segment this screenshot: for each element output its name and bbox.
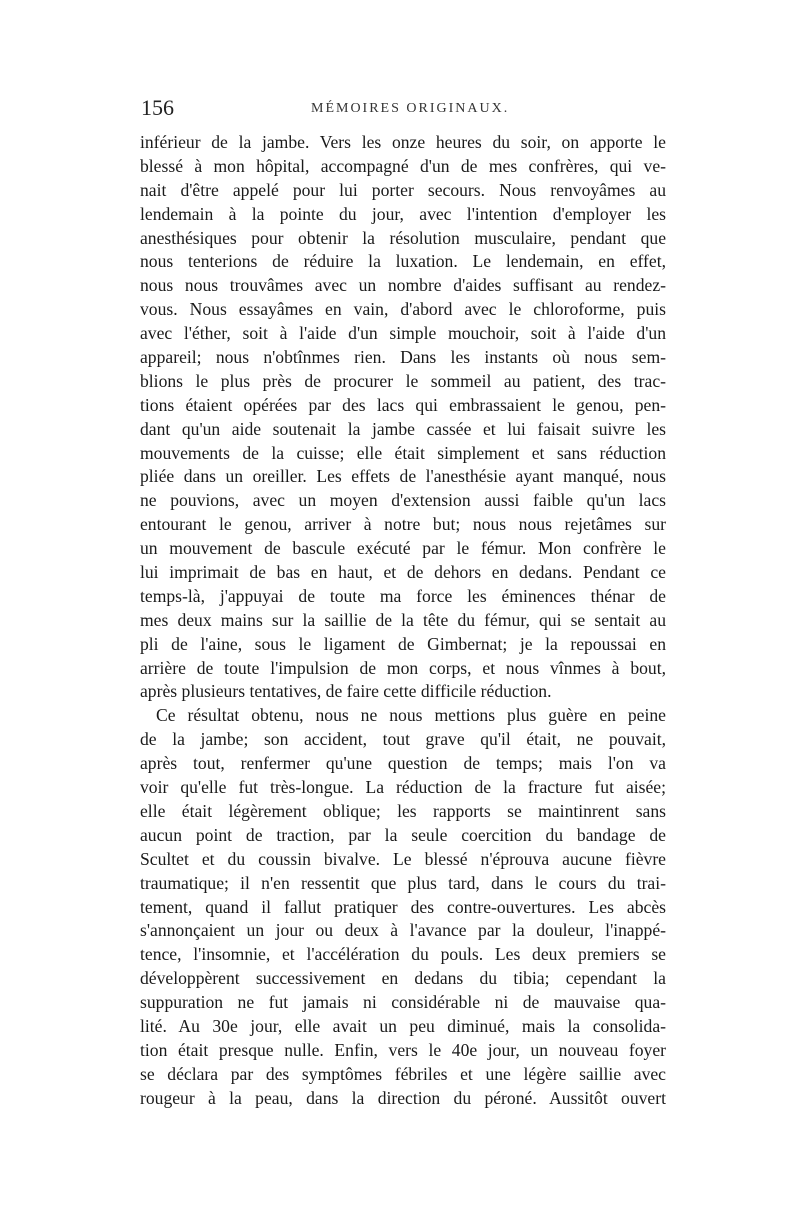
text-line: voir qu'elle fut très-longue. La réduction de la fracture fut aisée;	[140, 777, 666, 798]
text-line: inférieur de la jambe. Vers les onze heures du soir, on apporte le	[140, 132, 666, 152]
text-line: entourant le genou, arriver à notre but; nous nous rejetâmes sur	[140, 514, 666, 535]
running-title: MÉMOIRES ORIGINAUX.	[311, 101, 510, 116]
text-line: après plusieurs tentatives, de faire cette difficile réduction.	[140, 681, 552, 702]
text-line: mouvements de la cuisse; elle était simplement et sans réduction	[140, 442, 666, 463]
text-line: Scultet et du coussin bivalve. Le blessé n'éprouva aucune fièvre	[140, 848, 666, 869]
text-line: rougeur à la peau, dans la direction du péroné. Aussitôt ouvert	[140, 1087, 666, 1108]
text-line: nous nous trouvâmes avec un nombre d'aides suffisant au rendez-	[140, 275, 666, 296]
text-line: tion était presque nulle. Enfin, vers le 40e jour, un nouveau foyer	[140, 1039, 666, 1060]
text-line: ne pouvions, avec un moyen d'extension aussi faible qu'un lacs	[140, 490, 666, 511]
text-line: après tout, renfermer qu'une question de temps; mais l'on va	[140, 753, 666, 774]
text-line: lendemain à la pointe du jour, avec l'intention d'employer les	[140, 203, 666, 224]
text-line: elle était légèrement oblique; les rapports se maintinrent sans	[140, 800, 666, 821]
body-text	[140, 131, 666, 1111]
text-line: tions étaient opérées par des lacs qui embrassaient le genou, pen-	[140, 394, 666, 415]
text-line: lui imprimait de bas en haut, et de dehors en dedans. Pendant ce	[140, 562, 666, 583]
text-line: développèrent successivement en dedans du tibia; cependant la	[140, 968, 666, 989]
text-line: aucun point de traction, par la seule coercition du bandage de	[140, 824, 666, 845]
text-line: nait d'être appelé pour lui porter secours. Nous renvoyâmes au	[140, 179, 666, 200]
text-line: avec l'éther, soit à l'aide d'un simple mouchoir, soit à l'aide d'un	[140, 323, 666, 344]
text-line: pli de l'aine, sous le ligament de Gimbernat; je la repoussai en	[140, 633, 666, 654]
text-line: tence, l'insomnie, et l'accélération du pouls. Les deux premiers se	[140, 944, 666, 965]
text-line: de la jambe; son accident, tout grave qu'il était, ne pouvait,	[140, 729, 666, 750]
text-line: appareil; nous n'obtînmes rien. Dans les instants où nous sem-	[140, 347, 666, 368]
text-line: traumatique; il n'en ressentit que plus tard, dans le cours du trai-	[140, 872, 666, 893]
text-line: anesthésiques pour obtenir la résolution musculaire, pendant que	[140, 227, 666, 248]
text-line: dant qu'un aide soutenait la jambe cassée et lui faisait suivre les	[140, 418, 666, 439]
text-line: mes deux mains sur la saillie de la tête du fémur, qui se sentait au	[140, 609, 666, 630]
text-line: blessé à mon hôpital, accompagné d'un de mes confrères, qui ve-	[140, 155, 666, 176]
text-line: temps-là, j'appuyai de toute ma force les éminences thénar de	[140, 585, 666, 606]
text-line: arrière de toute l'impulsion de mon corps, et nous vînmes à bout,	[140, 657, 666, 678]
running-head	[141, 94, 669, 122]
text-line: Ce résultat obtenu, nous ne nous mettions plus guère en peine	[156, 705, 666, 726]
text-line: s'annonçaient un jour ou deux à l'avance par la douleur, l'inappé-	[140, 920, 666, 941]
text-line: se déclara par des symptômes fébriles et une légère saillie avec	[140, 1063, 666, 1084]
text-line: lité. Au 30e jour, elle avait un peu diminué, mais la consolida-	[140, 1015, 666, 1036]
text-line: nous tenterions de réduire la luxation. Le lendemain, en effet,	[140, 251, 666, 272]
text-line: pliée dans un oreiller. Les effets de l'anesthésie ayant manqué, nous	[140, 466, 666, 487]
text-line: un mouvement de bascule exécuté par le fémur. Mon confrère le	[140, 538, 666, 559]
text-line: blions le plus près de procurer le sommeil au patient, des trac-	[140, 370, 666, 391]
text-line: vous. Nous essayâmes en vain, d'abord avec le chloroforme, puis	[140, 299, 666, 320]
page-number: 156	[141, 95, 174, 120]
text-line: tement, quand il fallut pratiquer des contre-ouvertures. Les abcès	[140, 896, 666, 917]
text-line: suppuration ne fut jamais ni considérable ni de mauvaise qua-	[140, 992, 666, 1013]
